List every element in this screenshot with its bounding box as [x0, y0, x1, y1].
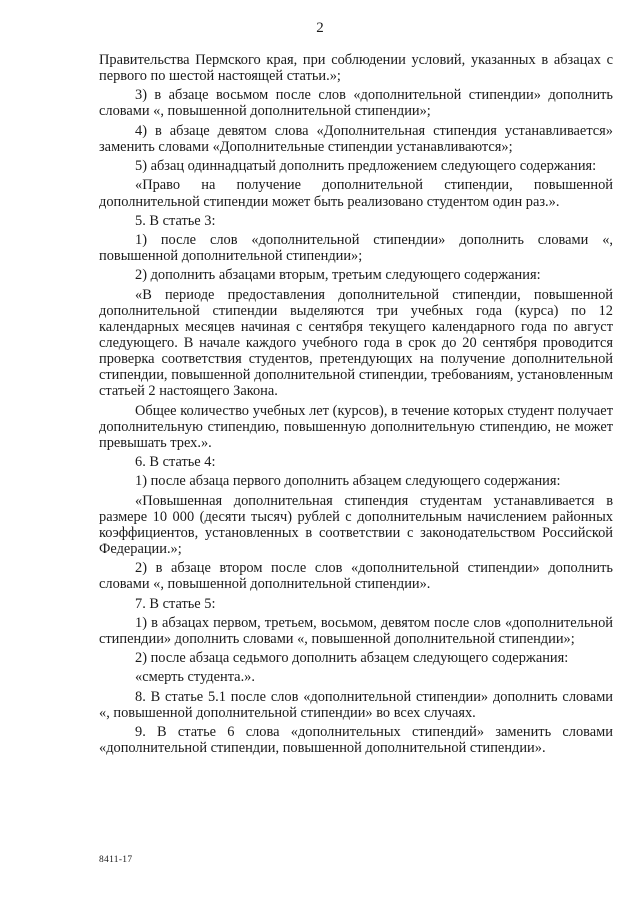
- paragraph-item-2: 2) дополнить абзацами вторым, третьим следующего содержания:: [135, 267, 541, 284]
- section-heading-7: 7. В статье 5:: [135, 595, 216, 612]
- paragraph-quote: «Повышенная дополнительная стипендия студентам устанавливается в размере 10 000 (десяти тысяч) рублей с дополнительным начислением районных коэффициентов, установленных в соответствии с законодательством Российской Федерации.»;: [99, 492, 613, 557]
- paragraph-item-5: 5) абзац одиннадцатый дополнить предложением следующего содержания:: [135, 158, 597, 175]
- section-heading-5: 5. В статье 3:: [135, 212, 216, 229]
- section-paragraph-9: 9. В статье 6 слова «дополнительных стипендий» заменить словами «дополнительной стипендии, повышенной дополнительной стипендии».: [99, 724, 613, 757]
- paragraph-item-2: 2) в абзаце втором после слов «дополнительной стипендии» дополнить словами «, повышенной дополнительной стипендии».: [99, 560, 613, 593]
- paragraph-item-4: 4) в абзаце девятом слова «Дополнительная стипендия устанавливается» заменить словами «Дополнительные стипендии устанавливаются»;: [99, 122, 613, 155]
- paragraph-continuation: Правительства Пермского края, при соблюдении условий, указанных в абзацах с первого по шестой настоящей статьи.»;: [99, 52, 613, 85]
- page-number: 2: [316, 20, 324, 36]
- document-body: [99, 52, 613, 760]
- section-paragraph-8: 8. В статье 5.1 после слов «дополнительной стипендии» дополнить словами «, повышенной дополнительной стипендии» во всех случаях.: [99, 688, 613, 721]
- paragraph-item-1: 1) после абзаца первого дополнить абзацем следующего содержания:: [135, 473, 561, 490]
- paragraph-item-1: 1) в абзацах первом, третьем, восьмом, девятом после слов «дополнительной стипендии» дополнить словами «, повышенной дополнительной стипендии»;: [99, 614, 613, 647]
- paragraph-item-2: 2) после абзаца седьмого дополнить абзацем следующего содержания:: [135, 650, 569, 667]
- paragraph-quote-continued: Общее количество учебных лет (курсов), в течение которых студент получает дополнительную стипендию, повышенную дополнительную стипендию, не может превышать трех.».: [99, 402, 613, 451]
- section-heading-6: 6. В статье 4:: [135, 454, 216, 471]
- paragraph-quote: «Право на получение дополнительной стипендии, повышенной дополнительной стипендии может быть реализовано студентом один раз.».: [99, 177, 613, 210]
- paragraph-quote: «смерть студента.».: [135, 669, 255, 686]
- paragraph-item-1: 1) после слов «дополнительной стипендии» дополнить словами «, повышенной дополнительной стипендии»;: [99, 232, 613, 265]
- paragraph-item-3: 3) в абзаце восьмом после слов «дополнительной стипендии» дополнить словами «, повышенной дополнительной стипендии»;: [99, 87, 613, 120]
- document-code: 8411-17: [99, 855, 133, 865]
- paragraph-quote: «В периоде предоставления дополнительной стипендии, повышенной дополнительной стипендии выделяются три учебных года (курса) по 12 календарных месяцев начиная с сентября текущего календарного года по август следующего. В начале каждого учебного года в срок до 20 сентября проводится проверка соответствия студентов, претендующих на получение дополнительной стипендии, повышенной дополнительной стипендии, требованиям, установленным статьей 2 настоящего Закона.: [99, 286, 613, 400]
